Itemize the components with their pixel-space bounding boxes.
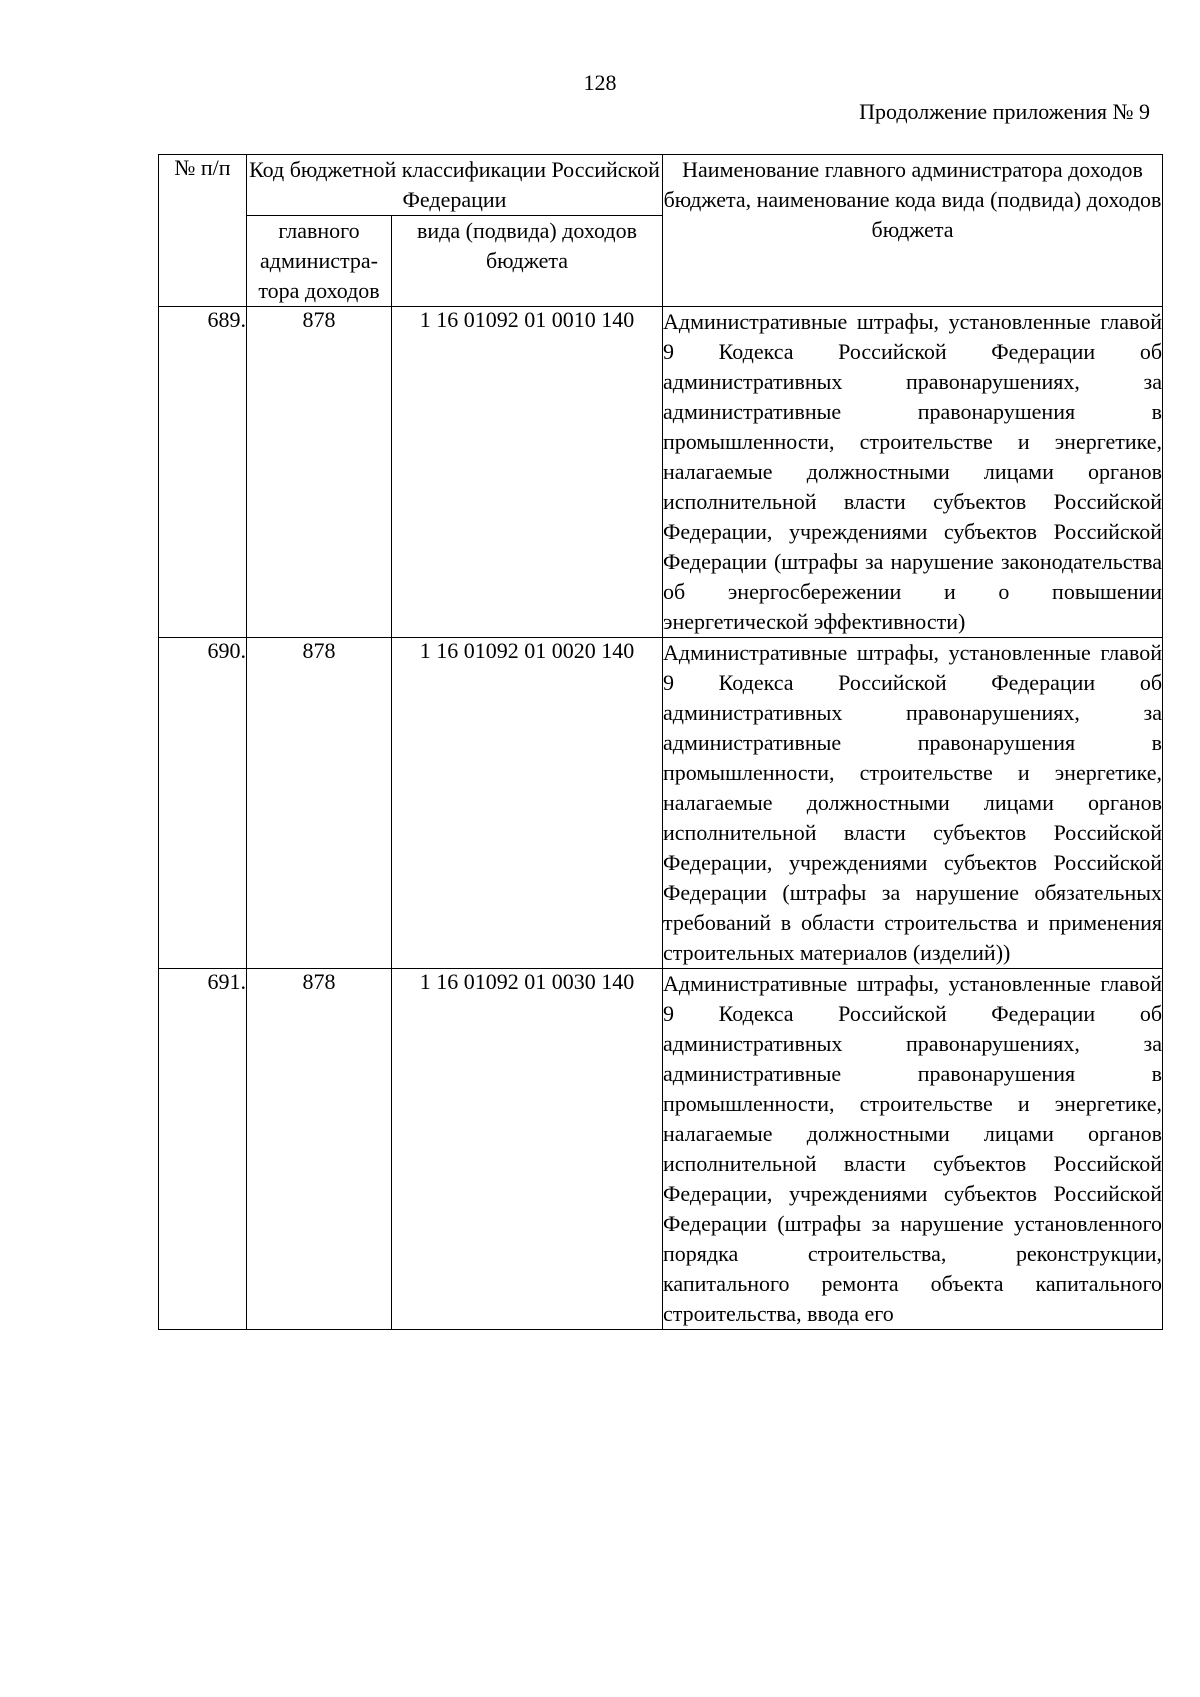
revenue-codes-table (158, 154, 1163, 1330)
row-number: 690. (159, 638, 247, 969)
table-row (159, 307, 1163, 638)
revenue-description: Административные штрафы, установленные главой 9 Кодекса Российской Федерации об административных правонарушениях, за административные правонарушения в промышленности, строительстве и энергетике, налагаемые должностными лицами органов исполнительной власти субъектов Российской Федерации, учреждениями субъектов Российской Федерации (штрафы за нарушение установленного порядка строительства, реконструкции, капитального ремонта объекта капитального строительства, ввода его (663, 969, 1163, 1330)
header-row-number: № п/п (159, 155, 247, 307)
revenue-code: 1 16 01092 01 0020 140 (392, 638, 663, 969)
header-revenue-kind: вида (подвида) доходов бюджета (392, 216, 663, 307)
appendix-continuation-label: Продолжение приложения № 9 (859, 99, 1150, 124)
header-budget-classification-code: Код бюджетной классификации Российской Федерации (247, 155, 663, 216)
row-number: 691. (159, 969, 247, 1330)
administrator-code: 878 (247, 638, 392, 969)
table-header-row (159, 155, 1163, 216)
revenue-description: Административные штрафы, установленные главой 9 Кодекса Российской Федерации об административных правонарушениях, за административные правонарушения в промышленности, строительстве и энергетике, налагаемые должностными лицами органов исполнительной власти субъектов Российской Федерации, учреждениями субъектов Российской Федерации (штрафы за нарушение обязательных требований в области строительства и применения строительных материалов (изделий)) (663, 638, 1163, 969)
table-row (159, 638, 1163, 969)
header-main-administrator: главного администра-тора доходов (247, 216, 392, 307)
revenue-code: 1 16 01092 01 0010 140 (392, 307, 663, 638)
row-number: 689. (159, 307, 247, 638)
table-row (159, 969, 1163, 1330)
header-administrator-name: Наименование главного администратора доходов бюджета, наименование кода вида (подвида) доходов бюджета (663, 155, 1163, 307)
revenue-code: 1 16 01092 01 0030 140 (392, 969, 663, 1330)
administrator-code: 878 (247, 307, 392, 638)
revenue-description: Административные штрафы, установленные главой 9 Кодекса Российской Федерации об административных правонарушениях, за административные правонарушения в промышленности, строительстве и энергетике, налагаемые должностными лицами органов исполнительной власти субъектов Российской Федерации, учреждениями субъектов Российской Федерации (штрафы за нарушение законодательства об энергосбережении и о повышении энергетической эффективности) (663, 307, 1163, 638)
page-number: 128 (583, 70, 617, 95)
administrator-code: 878 (247, 969, 392, 1330)
